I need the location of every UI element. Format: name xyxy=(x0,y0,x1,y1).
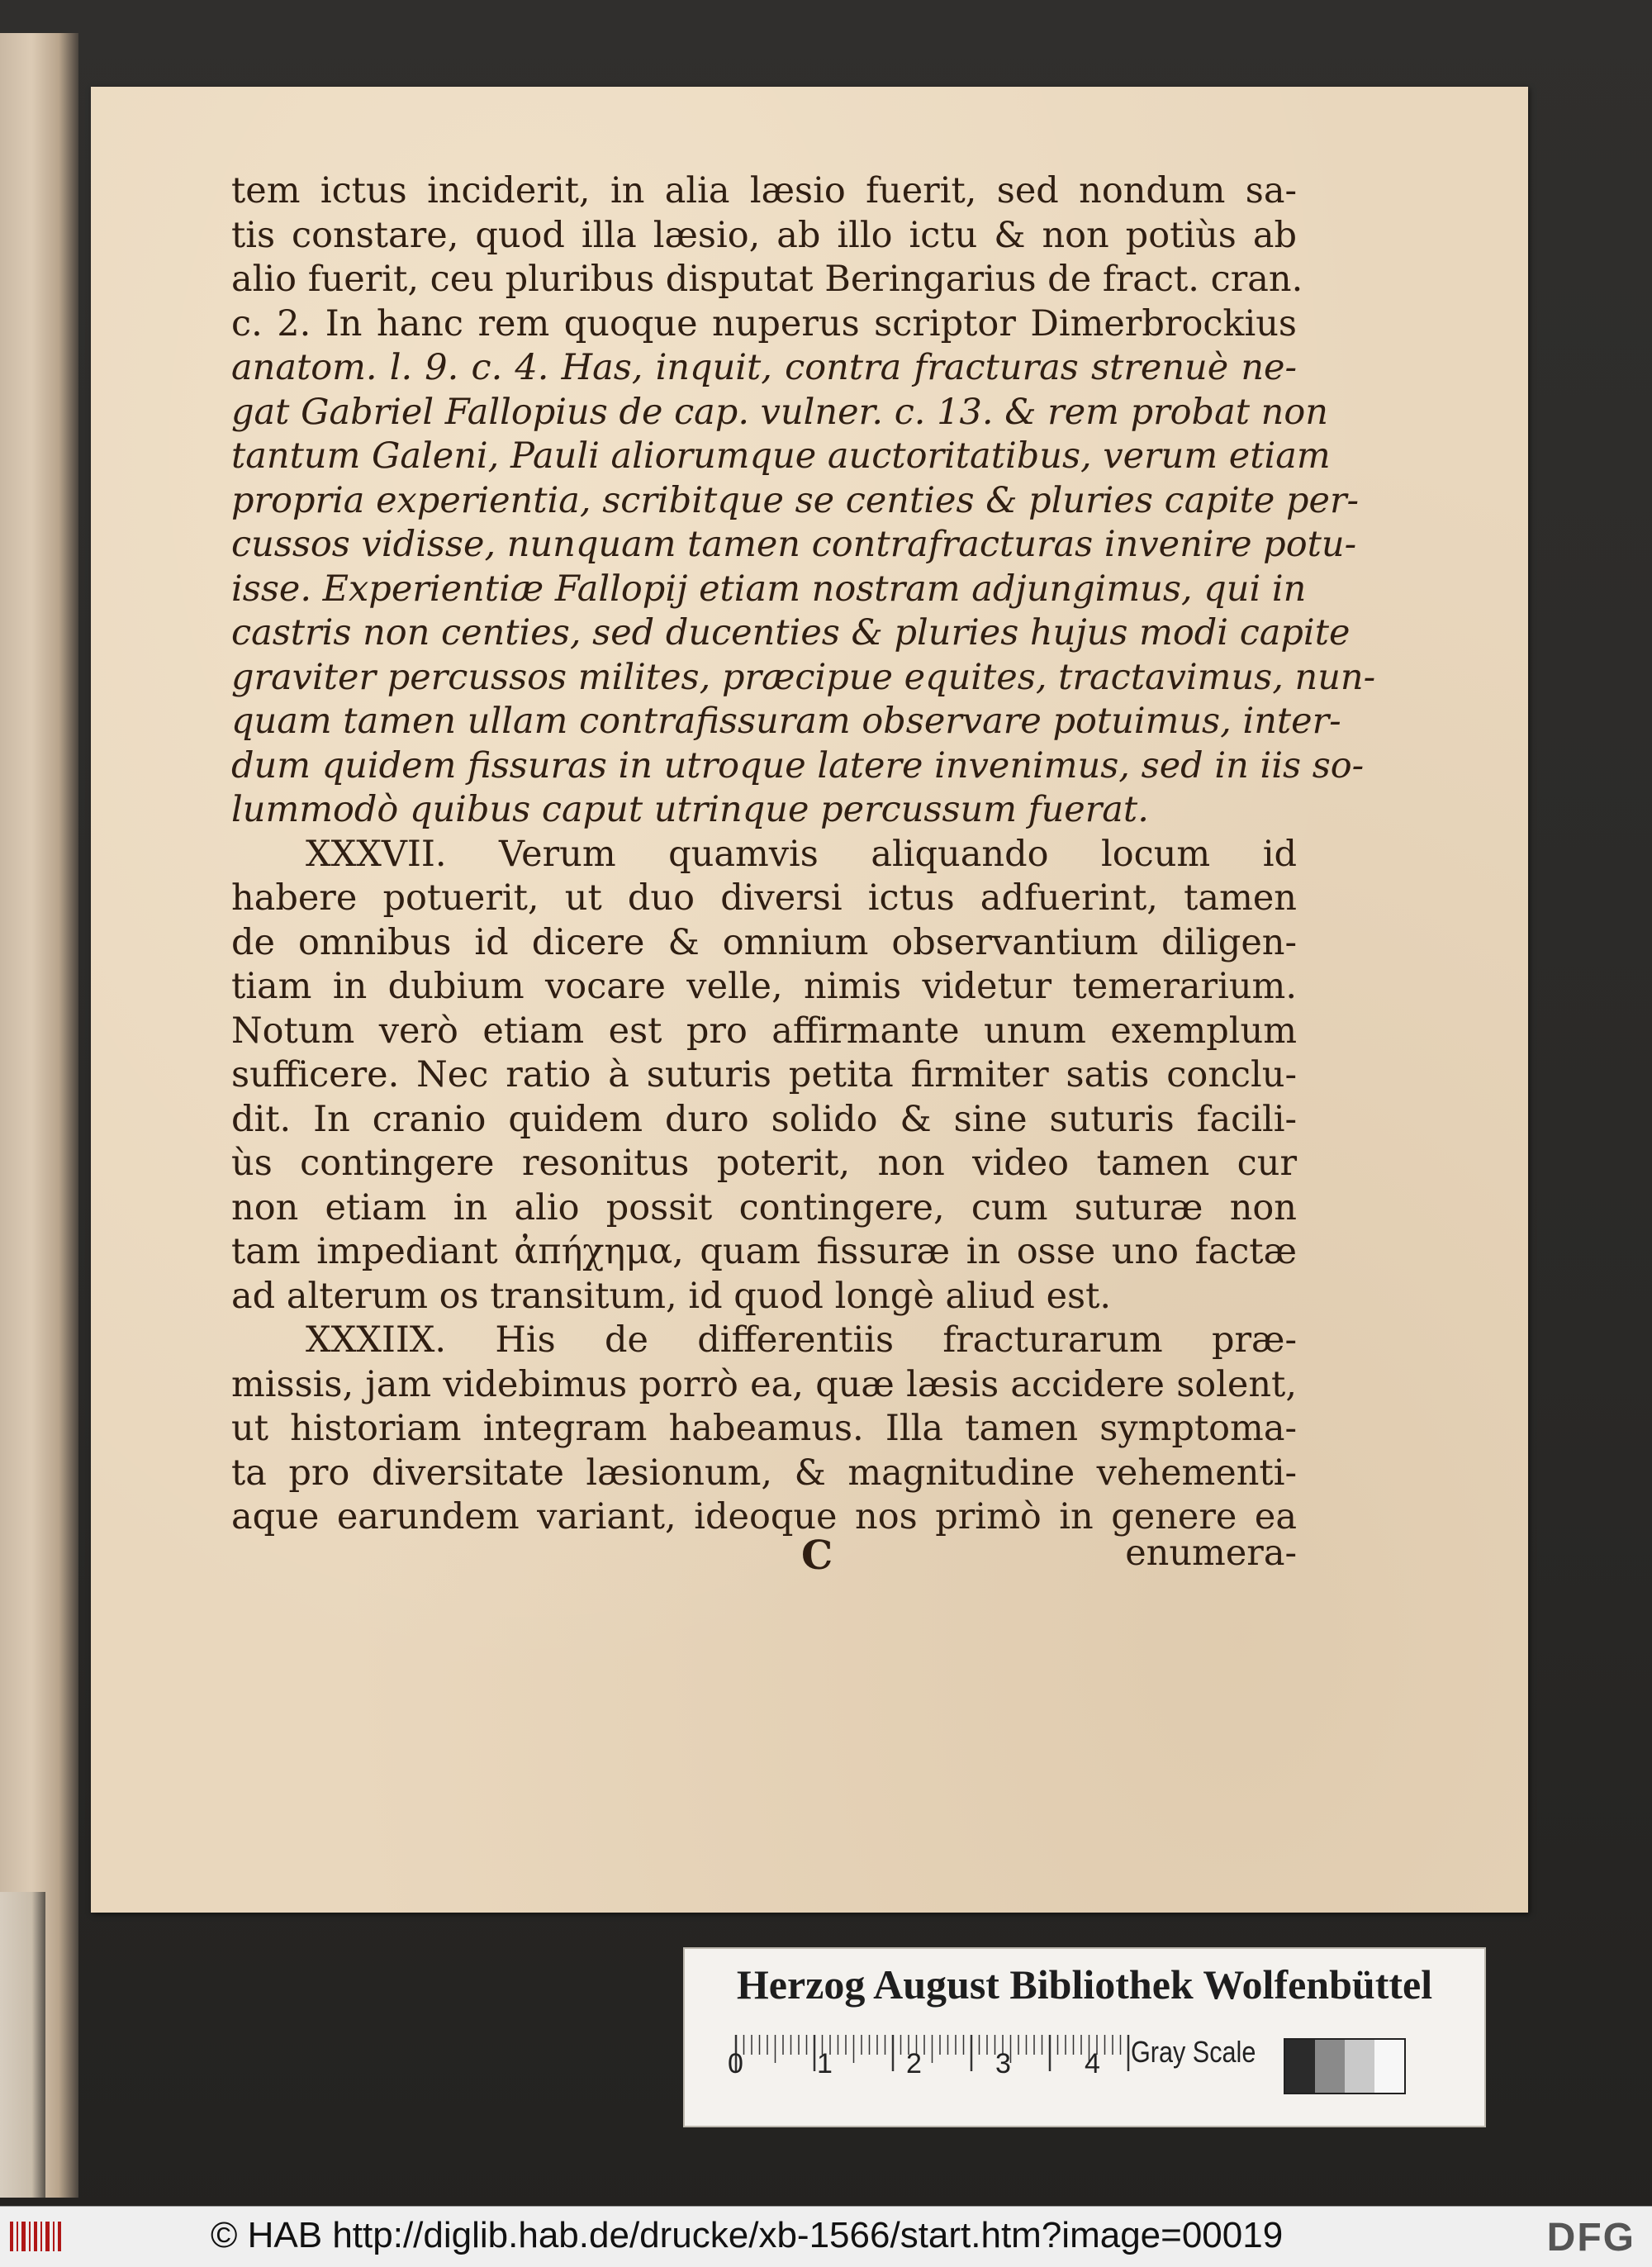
text-line: de omnibus id dicere & omnium observantium diligen- xyxy=(231,921,1297,963)
text-line: graviter percussos milites, præcipue equites, tractavimus, nun- xyxy=(231,656,1376,698)
library-name: Herzog August Bibliothek Wolfenbüttel xyxy=(736,1961,1433,2008)
text-line: cussos vidisse, nunquam tamen contrafracturas invenire potu- xyxy=(231,524,1357,565)
page-footer xyxy=(231,1533,1297,1582)
credit-bar xyxy=(0,2206,1652,2267)
dfg-logo: DFG xyxy=(1546,2216,1635,2260)
ruler-number: 3 xyxy=(995,2048,1011,2079)
text-line: missis, jam videbimus porrò ea, quæ læsis accidere solent, xyxy=(231,1363,1297,1405)
text-line: tem ictus inciderit, in alia læsio fuerit, sed nondum sa- xyxy=(231,170,1297,211)
ruler-number: 2 xyxy=(906,2048,922,2079)
text-line: sufficere. Nec ratio à suturis petita firmiter satis conclu- xyxy=(231,1054,1297,1095)
text-line: tantum Galeni, Pauli aliorumque auctoritatibus, verum etiam xyxy=(231,435,1331,477)
text-line: propria experientia, scribitque se centies & pluries capite per- xyxy=(231,479,1360,521)
text-line: alio fuerit, ceu pluribus disputat Beringarius de fract. cran. xyxy=(231,259,1303,300)
text-line: gat Gabriel Fallopius de cap. vulner. c. 13. & rem probat non xyxy=(231,391,1328,433)
gray-swatch xyxy=(1374,2040,1404,2093)
ruler-number: 4 xyxy=(1085,2048,1100,2079)
text-line: ùs contingere resonitus poterit, non video tamen cur xyxy=(231,1143,1297,1184)
adjacent-page-edge xyxy=(0,33,78,2198)
text-line: non etiam in alio possit contingere, cum suturæ non xyxy=(231,1186,1297,1229)
text-line: habere potuerit, ut duo diversi ictus adfuerint, tamen xyxy=(231,877,1297,919)
text-line: XXXVII. Verum quamvis aliquando locum id xyxy=(306,833,1297,875)
text-line: tam impediant ἀπήχημα, quam fissuræ in osse uno factæ xyxy=(231,1231,1297,1272)
text-line: XXXIIX. His de differentiis fracturarum præ- xyxy=(306,1319,1297,1361)
text-line: dum quidem fissuras in utroque latere invenimus, sed in iis so- xyxy=(231,744,1365,787)
gray-swatch xyxy=(1315,2040,1345,2093)
book-cover-edge xyxy=(0,1892,45,2198)
page-text xyxy=(231,169,1376,1540)
text-line: castris non centies, sed ducenties & pluries hujus modi capite xyxy=(231,612,1351,653)
text-line: Notum verò etiam est pro affirmante unum exemplum xyxy=(231,1010,1297,1052)
catchword: enumera- xyxy=(1125,1533,1297,1574)
reference-card xyxy=(683,1947,1486,2127)
ruler-number: 1 xyxy=(817,2048,833,2079)
gray-swatch xyxy=(1345,2040,1374,2093)
gray-scale-swatches xyxy=(1284,2038,1406,2094)
ruler-ticks-icon xyxy=(733,2032,1146,2089)
signature-mark: C xyxy=(801,1533,833,1579)
gray-scale-label: Gray Scale xyxy=(1131,2035,1256,2069)
barcode-icon xyxy=(8,2218,66,2255)
text-line: c. 2. In hanc rem quoque nuperus scriptor Dimerbrockius xyxy=(231,302,1297,345)
text-line: ut historiam integram habeamus. Illa tamen symptoma- xyxy=(231,1408,1297,1449)
gray-swatch xyxy=(1285,2040,1315,2093)
text-line: dit. In cranio quidem duro solido & sine suturis facili- xyxy=(231,1098,1297,1140)
text-line: ad alterum os transitum, id quod longè aliud est. xyxy=(231,1275,1112,1317)
text-line: tis constare, quod illa læsio, ab illo ictu & non potiùs ab xyxy=(231,214,1297,256)
text-line: anatom. l. 9. c. 4. Has, inquit, contra fracturas strenuè ne- xyxy=(231,347,1297,388)
text-line: aque earundem variant, ideoque nos primò in genere ea xyxy=(231,1496,1297,1537)
text-line: ta pro diversitate læsionum, & magnitudine vehementi- xyxy=(231,1452,1297,1494)
credit-link[interactable]: © HAB http://diglib.hab.de/drucke/xb-1566/start.htm?image=00019 xyxy=(211,2215,1284,2255)
text-line: isse. Experientiæ Fallopij etiam nostram adjungimus, qui in xyxy=(231,568,1307,610)
text-line: quam tamen ullam contrafissuram observare potuimus, inter- xyxy=(231,701,1341,742)
book-page xyxy=(91,87,1528,1913)
text-line: lummodò quibus caput utrinque percussum fuerat. xyxy=(231,789,1149,830)
text-line: tiam in dubium vocare velle, nimis videtur temerarium. xyxy=(231,966,1297,1007)
ruler-number: 0 xyxy=(728,2048,743,2079)
